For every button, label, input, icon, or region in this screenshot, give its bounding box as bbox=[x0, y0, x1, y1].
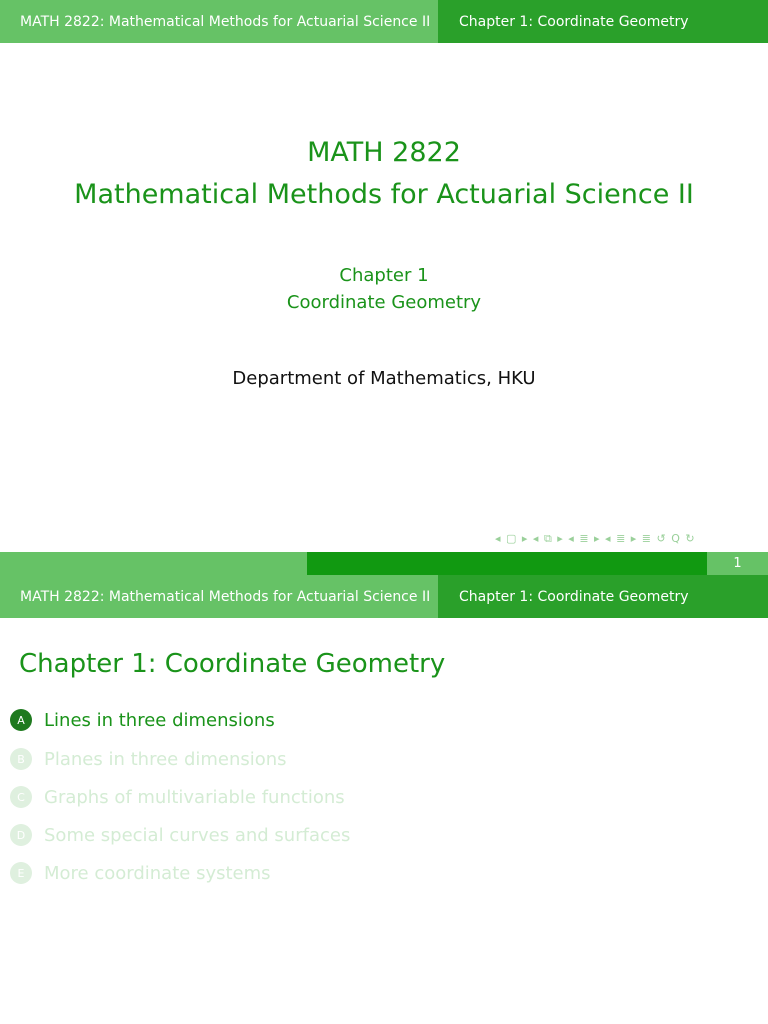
toc-item-curves[interactable] bbox=[10, 821, 350, 849]
toc-item-planes[interactable] bbox=[10, 745, 287, 773]
slide-header bbox=[0, 575, 768, 618]
presentation-title-line1: MATH 2822 bbox=[307, 137, 461, 168]
footer-center-block bbox=[307, 552, 707, 575]
frame-title: Chapter 1: Coordinate Geometry bbox=[19, 649, 446, 679]
toc-item-lines[interactable] bbox=[10, 706, 275, 734]
header-chapter-title: Chapter 1: Coordinate Geometry bbox=[438, 0, 768, 43]
header-course-title: MATH 2822: Mathematical Methods for Actuarial Science II bbox=[0, 0, 438, 43]
page-number: 1 bbox=[707, 552, 768, 575]
section-marker-d: D bbox=[10, 824, 32, 846]
institute: Department of Mathematics, HKU bbox=[232, 368, 536, 389]
toc-item-coordinates[interactable] bbox=[10, 859, 271, 887]
header-course-title: MATH 2822: Mathematical Methods for Actuarial Science II bbox=[0, 575, 438, 618]
section-marker-a: A bbox=[10, 709, 32, 731]
toc-item-label: Planes in three dimensions bbox=[44, 748, 287, 770]
outline-slide bbox=[0, 575, 768, 1024]
slide-header bbox=[0, 0, 768, 43]
footer-left-block bbox=[0, 552, 307, 575]
section-marker-e: E bbox=[10, 862, 32, 884]
toc-item-graphs[interactable] bbox=[10, 783, 345, 811]
navigation-symbols[interactable]: ◂ ▢ ▸ ◂ ⧉ ▸ ◂ ≣ ▸ ◂ ≣ ▸ ≣ ↺ Q ↻ bbox=[495, 532, 696, 545]
header-chapter-title: Chapter 1: Coordinate Geometry bbox=[438, 575, 768, 618]
toc-item-label: More coordinate systems bbox=[44, 862, 271, 884]
presentation-title-line2: Mathematical Methods for Actuarial Science II bbox=[74, 179, 694, 210]
toc-item-label: Graphs of multivariable functions bbox=[44, 786, 345, 808]
subtitle-line2: Coordinate Geometry bbox=[286, 292, 482, 313]
section-marker-c: C bbox=[10, 786, 32, 808]
section-marker-b: B bbox=[10, 748, 32, 770]
slide-footer bbox=[0, 552, 768, 575]
toc-item-label: Lines in three dimensions bbox=[44, 709, 275, 731]
toc-item-label: Some special curves and surfaces bbox=[44, 824, 351, 846]
subtitle-line1: Chapter 1 bbox=[339, 265, 429, 286]
